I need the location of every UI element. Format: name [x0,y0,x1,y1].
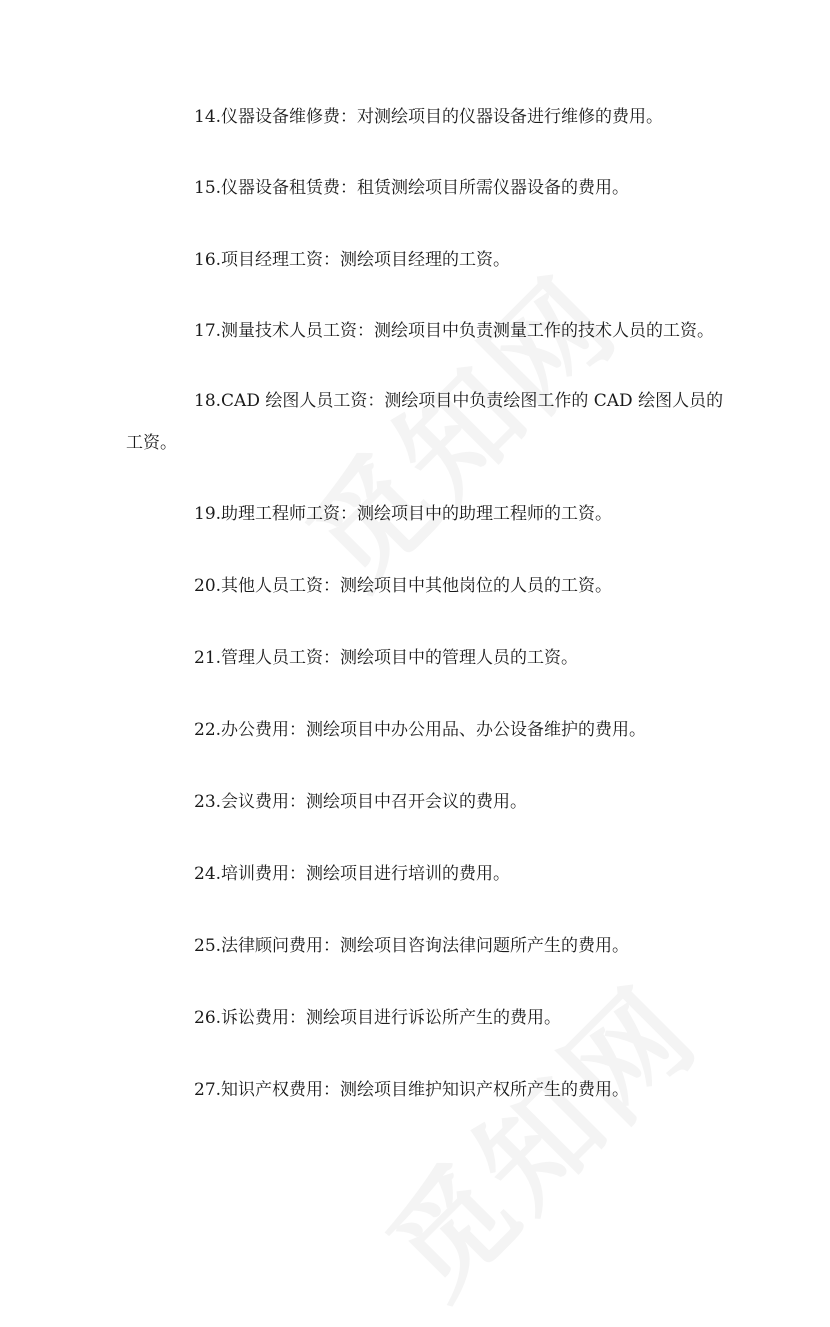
list-item: 14.仪器设备维修费：对测绘项目的仪器设备进行维修的费用。 [194,107,664,127]
list-item: 20.其他人员工资：测绘项目中其他岗位的人员的工资。 [194,576,613,596]
list-item: 17.测量技术人员工资：测绘项目中负责测量工作的技术人员的工资。 [194,321,715,341]
list-item: 21.管理人员工资：测绘项目中的管理人员的工资。 [194,648,579,668]
list-item: 23.会议费用：测绘项目中召开会议的费用。 [194,792,528,812]
list-item: 22.办公费用：测绘项目中办公用品、办公设备维护的费用。 [194,720,647,740]
list-item: 26.诉讼费用：测绘项目进行诉讼所产生的费用。 [194,1008,562,1028]
list-item: 18.CAD 绘图人员工资：测绘项目中负责绘图工作的 CAD 绘图人员的工资。 [126,391,724,453]
list-item: 16.项目经理工资：测绘项目经理的工资。 [194,250,511,270]
list-item: 27.知识产权费用：测绘项目维护知识产权所产生的费用。 [194,1080,630,1100]
list-item: 15.仪器设备租赁费：租赁测绘项目所需仪器设备的费用。 [194,178,630,198]
list-item: 24.培训费用：测绘项目进行培训的费用。 [194,864,511,884]
list-item: 25.法律顾问费用：测绘项目咨询法律问题所产生的费用。 [194,936,630,956]
list-item: 19.助理工程师工资：测绘项目中的助理工程师的工资。 [194,504,613,524]
document-body [126,96,726,1140]
